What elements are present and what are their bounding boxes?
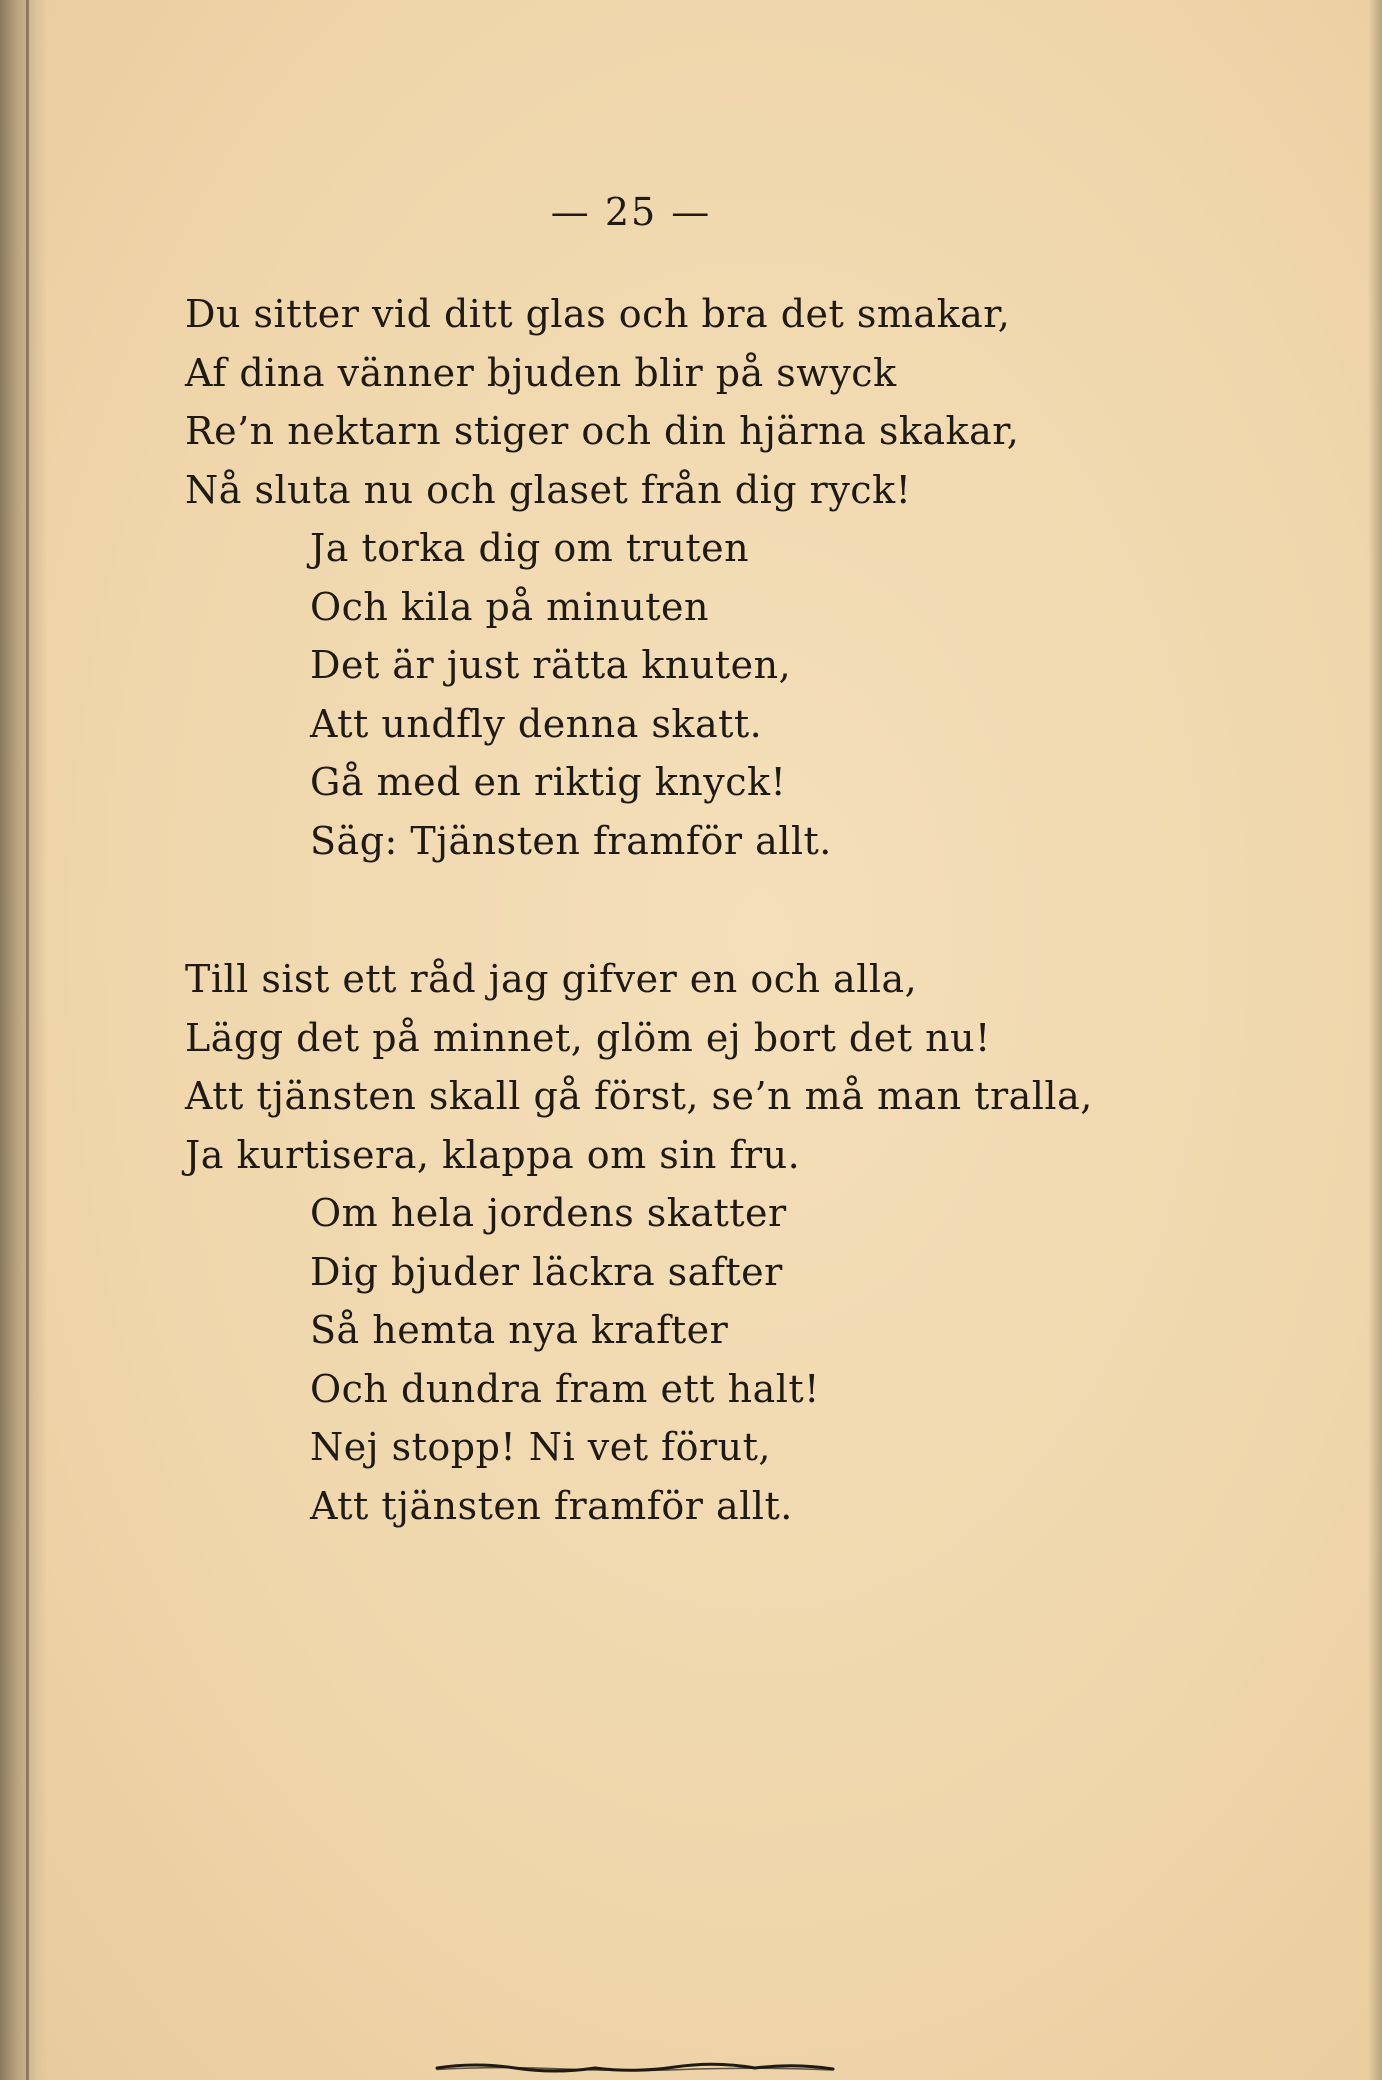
verse-line: Det är just rätta knuten, bbox=[310, 643, 792, 687]
verse-line: Till sist ett råd jag gifver en och alla, bbox=[185, 957, 918, 1001]
verse-line: Att tjänsten framför allt. bbox=[310, 1483, 793, 1528]
stanza-2 bbox=[185, 950, 1093, 1535]
verse-line: Nå sluta nu och glaset från dig ryck! bbox=[185, 467, 912, 512]
verse-line: Nej stopp! Ni vet förut, bbox=[310, 1425, 771, 1469]
verse-line: Så hemta nya krafter bbox=[310, 1308, 729, 1352]
verse-line: Ja torka dig om truten bbox=[310, 526, 750, 570]
wavy-rule-icon bbox=[435, 2056, 835, 2080]
verse-line: Af dina vänner bjuden blir på swyck bbox=[185, 350, 897, 395]
verse-line: Gå med en riktig knyck! bbox=[310, 760, 787, 804]
binding-edge bbox=[26, 0, 29, 2080]
verse-line: Säg: Tjänsten framför allt. bbox=[310, 818, 832, 863]
wavy-rule-svg bbox=[435, 2056, 835, 2080]
verse-line: Ja kurtisera, klappa om sin fru. bbox=[185, 1132, 801, 1177]
verse-line: Att tjänsten skall gå först, se’n må man tralla, bbox=[185, 1074, 1093, 1118]
verse-line: Om hela jordens skatter bbox=[310, 1191, 787, 1235]
verse-line: Att undfly denna skatt. bbox=[310, 701, 763, 746]
verse-line: Och kila på minuten bbox=[310, 584, 709, 629]
verse-line: Dig bjuder läckra safter bbox=[310, 1249, 783, 1294]
verse-line: Och dundra fram ett halt! bbox=[310, 1366, 820, 1411]
verse-line: Re’n nektarn stiger och din hjärna skakar, bbox=[185, 409, 1020, 453]
page-number: — 25 — bbox=[550, 190, 712, 234]
page-edge-shadow bbox=[1368, 0, 1382, 2080]
stanza-1 bbox=[185, 285, 1019, 870]
verse-line: Du sitter vid ditt glas och bra det smakar, bbox=[185, 292, 1011, 336]
binding-shadow bbox=[0, 0, 48, 2080]
verse-line: Lägg det på minnet, glöm ej bort det nu! bbox=[185, 1015, 991, 1060]
